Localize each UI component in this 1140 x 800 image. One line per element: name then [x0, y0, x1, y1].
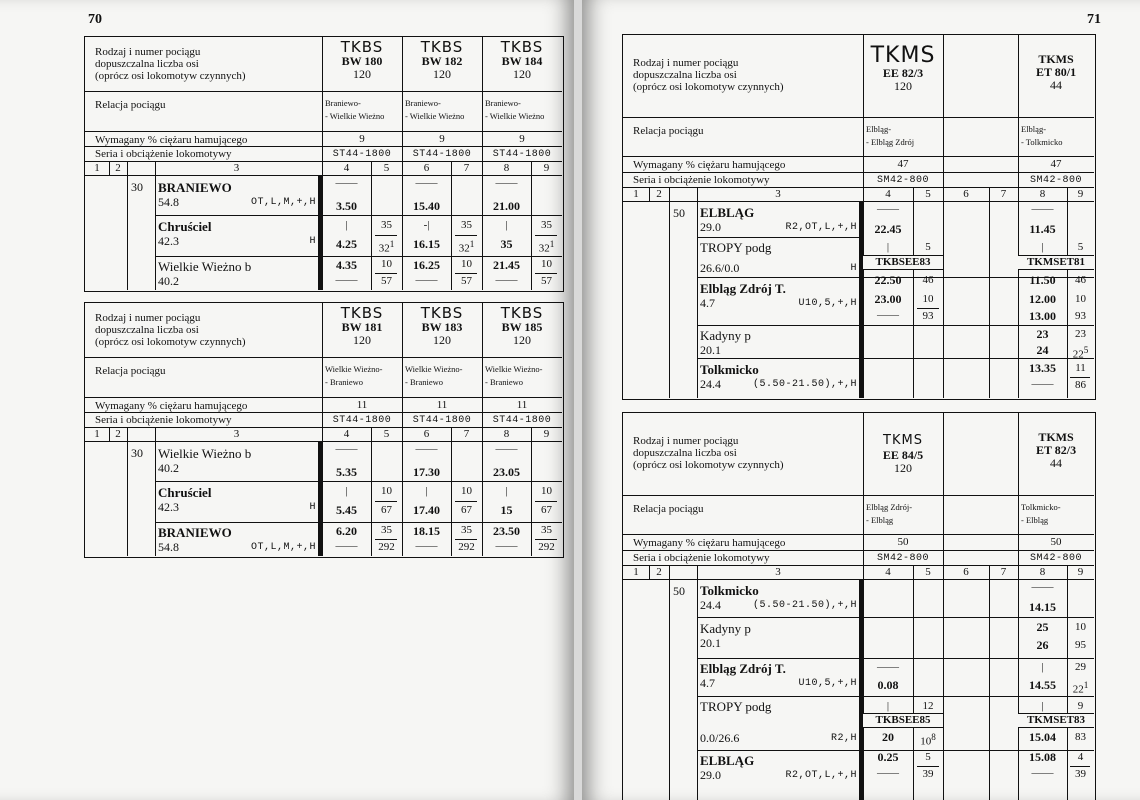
arrival-time: 21.45: [493, 258, 520, 272]
run-time: 10: [461, 258, 472, 270]
arrival-time: 15.04: [1029, 730, 1056, 744]
route-label: Relacja pociągu: [95, 365, 166, 377]
col-number: 3: [233, 162, 240, 174]
loco-value: ST44-1800: [332, 415, 392, 426]
dash: ——: [877, 767, 899, 779]
dash: ——: [877, 309, 899, 321]
train-route: Wielkie Wieżno- - Braniewo: [405, 364, 463, 387]
train-type-label: Rodzaj i numer pociągu dopuszczalna liczba osi (oprócz osi lokomotyw czynnych): [633, 435, 784, 471]
arrival-time: 5.45: [336, 503, 357, 517]
station: BRANIEWO 54.8 OT,L,M,+,H: [158, 180, 316, 209]
route-label: Relacja pociągu: [633, 503, 704, 515]
dash: ——: [335, 177, 358, 189]
col-number: 3: [233, 428, 240, 440]
brake-value: 11: [516, 399, 528, 411]
col-number: 1: [94, 428, 100, 440]
col-number: 7: [463, 428, 470, 440]
col-number: 2: [115, 428, 121, 440]
col-number: 2: [115, 162, 121, 174]
run-time: 35: [541, 219, 552, 231]
run-time: 83: [1075, 731, 1086, 743]
loco-value: ST44-1800: [492, 149, 552, 160]
dash: ——: [415, 443, 438, 455]
brake-value: 50: [897, 536, 909, 548]
run-time: 35: [461, 524, 472, 536]
train-header: TKMS EE 84/5 120: [882, 433, 924, 475]
run-time: 292: [538, 541, 555, 553]
loco-value: ST44-1800: [492, 415, 552, 426]
dash: ——: [335, 274, 358, 286]
arrival-time: 4.25: [336, 237, 357, 251]
run-time: 57: [541, 275, 552, 287]
train-route: Braniewo- - Wielkie Wieżno: [485, 98, 545, 121]
run-time: 29: [1075, 661, 1086, 673]
dash: ——: [1031, 581, 1054, 593]
arrival-time: 12.00: [1029, 292, 1056, 306]
run-time: $22^5$: [1072, 345, 1089, 361]
pass-marker: -|: [423, 219, 430, 231]
station: ELBLĄG 29.0 R2,OT,L,+,H: [700, 205, 857, 234]
run-time: 292: [458, 541, 475, 553]
col-number: 6: [963, 566, 969, 578]
col-number: 5: [925, 566, 931, 578]
col-number: 1: [633, 566, 639, 578]
run-time: 35: [381, 219, 392, 231]
line-number: 30: [131, 180, 143, 194]
train-header: TKMS ET 82/3 44: [1035, 430, 1077, 470]
station: Wielkie Wieżno b 40.2: [158, 259, 252, 288]
brake-value: 47: [897, 158, 909, 170]
col-number: 8: [503, 162, 510, 174]
arrival-time: 14.55: [1029, 678, 1056, 692]
run-time: 10: [1075, 621, 1086, 633]
right-page: [582, 0, 1140, 800]
loco-value: SM42-800: [876, 175, 929, 186]
loco-value: ST44-1800: [332, 149, 392, 160]
train-route: Braniewo- - Wielkie Wieżno: [325, 98, 385, 121]
col-number: 5: [383, 162, 390, 174]
run-time: 39: [1075, 768, 1086, 780]
timetable-braniewo-wielkie-wiezno: [84, 36, 564, 292]
connection-label: TKMSET83: [1018, 713, 1094, 728]
col-number: 8: [1039, 566, 1046, 578]
run-time: 10: [541, 258, 552, 270]
train-header: TKMS EE 82/3 120: [870, 43, 936, 93]
route-label: Relacja pociągu: [95, 99, 166, 111]
station: TROPY podg: [700, 240, 772, 255]
run-time: 23: [1075, 328, 1086, 340]
arrival-time: 35: [500, 237, 513, 251]
departure-time: 21.00: [493, 199, 520, 213]
pass-marker: |: [886, 700, 890, 712]
run-time: $32^1$: [458, 239, 475, 255]
dash: ——: [415, 540, 438, 552]
run-time: $32^1$: [538, 239, 555, 255]
run-time: 10: [381, 258, 392, 270]
run-time: 5: [925, 751, 931, 763]
run-time: 10: [541, 485, 552, 497]
col-number: 9: [543, 428, 550, 440]
train-route: Wielkie Wieżno- - Braniewo: [325, 364, 383, 387]
arrival-time: 20: [882, 730, 894, 744]
train-header: TKMS ET 80/1 44: [1035, 52, 1077, 92]
run-time: 46: [1075, 274, 1086, 286]
arrival-time: 23.00: [874, 292, 902, 306]
connection-label: TKBSEE85: [863, 713, 943, 728]
dash: ——: [415, 274, 438, 286]
loco-label: Seria i obciążenie lokomotywy: [633, 552, 770, 564]
run-time: 292: [378, 541, 395, 553]
col-number: 9: [1077, 188, 1084, 200]
loco-value: SM42-800: [876, 553, 929, 564]
departure-time: 11.45: [1029, 222, 1056, 236]
connection-label: TKBSEE83: [863, 255, 943, 270]
departure-time: 0.08: [877, 678, 899, 692]
run-time: 39: [922, 768, 934, 780]
arrival-time: 23: [1036, 327, 1049, 341]
page-number: 70: [88, 12, 102, 27]
pass-marker: |: [1041, 661, 1044, 673]
station: Wielkie Wieżno b 40.2: [158, 446, 252, 475]
station: Tolkmicko 24.4 (5.50-21.50),+,H: [700, 583, 857, 612]
brake-label: Wymagany % ciężaru hamującego: [633, 159, 786, 171]
dash: ——: [495, 443, 518, 455]
run-time: 10: [922, 293, 934, 305]
brake-label: Wymagany % ciężaru hamującego: [95, 134, 248, 146]
brake-label: Wymagany % ciężaru hamującego: [633, 537, 786, 549]
col-number: 6: [423, 162, 430, 174]
brake-value: 47: [1050, 158, 1062, 170]
arrival-time: 16.15: [413, 237, 440, 251]
loco-label: Seria i obciążenie lokomotywy: [95, 414, 232, 426]
station: BRANIEWO 54.8 OT,L,M,+,H: [158, 525, 316, 554]
departure-time: 13.00: [1029, 309, 1056, 323]
train-header: TKBS BW 183 120: [420, 304, 464, 347]
departure-time: 5.35: [336, 465, 357, 479]
train-type-label: Rodzaj i numer pociągu dopuszczalna liczba osi (oprócz osi lokomotyw czynnych): [633, 57, 784, 93]
page-number: 71: [1087, 12, 1101, 27]
pass-marker: |: [505, 219, 508, 231]
departure-time: 24: [1036, 343, 1049, 357]
arrival-time: 11.50: [1029, 273, 1056, 287]
arrival-time: 15: [500, 503, 513, 517]
col-number: 1: [94, 162, 100, 174]
station-km: 26.6/0.0 H: [700, 261, 857, 275]
col-number: 6: [423, 428, 430, 440]
dash: ——: [877, 661, 899, 673]
brake-label: Wymagany % ciężaru hamującego: [95, 400, 248, 412]
arrival-time: 15.08: [1029, 750, 1056, 764]
brake-value: 9: [519, 133, 525, 145]
run-time: 12: [922, 700, 934, 712]
brake-value: 9: [439, 133, 445, 145]
arrival-time: 25: [1036, 620, 1049, 634]
run-time: 57: [381, 275, 392, 287]
run-time: $10^8$: [920, 732, 936, 748]
station: Tolkmicko 24.4 (5.50-21.50),+,H: [700, 362, 857, 391]
dash: ——: [495, 540, 518, 552]
train-route: Elbląg- - Tolkmicko: [1021, 124, 1063, 147]
col-number: 7: [1000, 566, 1007, 578]
train-header: TKBS BW 182 120: [420, 38, 464, 81]
train-route: Wielkie Wieżno- - Braniewo: [485, 364, 543, 387]
station: Elbląg Zdrój T. 4.7 U10,5,+,H: [700, 661, 857, 690]
col-number: 9: [543, 162, 550, 174]
line-number: 50: [673, 584, 685, 598]
departure-time: 3.50: [336, 199, 357, 213]
arrival-time: 23.50: [493, 524, 520, 538]
departure-time: 26: [1036, 638, 1049, 652]
run-time: $32^1$: [378, 239, 395, 255]
run-time: 95: [1075, 639, 1086, 651]
run-time: 10: [381, 485, 392, 497]
station-km: 0.0/26.6 R2,H: [700, 731, 857, 745]
col-number: 6: [963, 188, 969, 200]
brake-value: 11: [436, 399, 448, 411]
col-number: 4: [885, 566, 891, 578]
train-type-label: Rodzaj i numer pociągu dopuszczalna liczba osi (oprócz osi lokomotyw czynnych): [95, 312, 246, 348]
pass-marker: |: [886, 241, 890, 253]
train-header: TKBS BW 180 120: [340, 38, 384, 81]
run-time: 67: [461, 504, 472, 516]
run-time: 10: [1075, 293, 1086, 305]
pass-marker: |: [1041, 700, 1044, 712]
station: Elbląg Zdrój T. 4.7 U10,5,+,H: [700, 281, 857, 310]
dash: ——: [877, 203, 899, 215]
run-time: 11: [1075, 362, 1086, 374]
station: Chruściel 42.3 H: [158, 485, 316, 514]
train-type-label: Rodzaj i numer pociągu dopuszczalna liczba osi (oprócz osi lokomotyw czynnych): [95, 46, 246, 82]
arrival-time: 17.40: [413, 503, 440, 517]
arrival-time: 6.20: [336, 524, 357, 538]
col-number: 1: [633, 188, 639, 200]
departure-time: 14.15: [1029, 600, 1056, 614]
brake-value: 11: [356, 399, 368, 411]
pass-marker: |: [1041, 241, 1044, 253]
run-time: $22^1$: [1072, 680, 1089, 696]
col-number: 7: [463, 162, 470, 174]
col-number: 2: [656, 188, 662, 200]
dash: ——: [1031, 378, 1054, 390]
pass-marker: |: [425, 485, 428, 497]
run-time: 4: [1077, 751, 1084, 763]
train-route: Elbląg Zdrój- - Elbląg: [866, 502, 913, 525]
dash: ——: [335, 540, 358, 552]
station: Kadyny p 20.1: [700, 328, 751, 357]
brake-value: 50: [1050, 536, 1062, 548]
loco-label: Seria i obciążenie lokomotywy: [95, 148, 232, 160]
train-route: Tolkmicko- - Elbląg: [1021, 502, 1061, 525]
departure-time: 15.40: [413, 199, 440, 213]
station: Kadyny p 20.1: [700, 621, 751, 650]
dash: ——: [495, 177, 518, 189]
arrival-time: 18.15: [413, 524, 440, 538]
dash: ——: [495, 274, 518, 286]
col-number: 2: [656, 566, 662, 578]
run-time: 93: [922, 310, 934, 322]
departure-time: 23.05: [493, 465, 520, 479]
arrival-time: 16.25: [413, 258, 440, 272]
run-time: 35: [381, 524, 392, 536]
run-time: 67: [541, 504, 552, 516]
loco-value: ST44-1800: [412, 415, 472, 426]
timetable-wielkie-wiezno-braniewo: [84, 302, 564, 558]
col-number: 5: [383, 428, 390, 440]
pass-marker: |: [345, 485, 348, 497]
route-label: Relacja pociągu: [633, 125, 704, 137]
departure-time: 22.45: [874, 222, 902, 236]
timetable-tolkmicko-elblag: [622, 412, 1096, 800]
col-number: 3: [775, 566, 781, 578]
train-route: Elbląg- - Elbląg Zdrój: [866, 124, 915, 147]
arrival-time: 4.35: [336, 258, 357, 272]
pass-marker: |: [345, 219, 348, 231]
loco-value: SM42-800: [1029, 553, 1082, 564]
run-time: 35: [541, 524, 552, 536]
loco-value: SM42-800: [1029, 175, 1082, 186]
connection-label: TKMSET81: [1018, 255, 1094, 270]
train-header: TKBS BW 185 120: [500, 304, 544, 347]
dash: ——: [1031, 767, 1054, 779]
brake-value: 9: [359, 133, 365, 145]
line-number: 50: [673, 206, 685, 220]
departure-time: 17.30: [413, 465, 440, 479]
run-time: 5: [1077, 241, 1084, 253]
run-time: 57: [461, 275, 472, 287]
run-time: 5: [925, 241, 931, 253]
run-time: 67: [381, 504, 392, 516]
train-header: TKBS BW 184 120: [500, 38, 544, 81]
col-number: 9: [1077, 566, 1084, 578]
run-time: 46: [922, 274, 934, 286]
station: ELBLĄG 29.0 R2,OT,L,+,H: [700, 753, 857, 782]
loco-value: ST44-1800: [412, 149, 472, 160]
dash: ——: [1031, 203, 1054, 215]
timetable-elblag-tolkmicko: [622, 34, 1096, 400]
loco-label: Seria i obciążenie lokomotywy: [633, 174, 770, 186]
train-header: TKBS BW 181 120: [340, 304, 384, 347]
col-number: 7: [1000, 188, 1007, 200]
run-time: 10: [461, 485, 472, 497]
arrival-time: 22.50: [874, 273, 902, 287]
col-number: 5: [925, 188, 931, 200]
col-number: 4: [885, 188, 891, 200]
col-number: 8: [503, 428, 510, 440]
col-number: 4: [343, 428, 350, 440]
dash: ——: [335, 443, 358, 455]
arrival-time: 0.25: [877, 750, 899, 764]
run-time: 86: [1075, 379, 1086, 391]
run-time: 93: [1075, 310, 1086, 322]
line-number: 30: [131, 446, 143, 460]
col-number: 3: [775, 188, 781, 200]
run-time: 35: [461, 219, 472, 231]
train-route: Braniewo- - Wielkie Wieżno: [405, 98, 465, 121]
dash: ——: [415, 177, 438, 189]
run-time: 9: [1077, 700, 1084, 712]
pass-marker: |: [505, 485, 508, 497]
station: TROPY podg: [700, 699, 772, 714]
col-number: 4: [343, 162, 350, 174]
col-number: 8: [1039, 188, 1046, 200]
station: Chruściel 42.3 H: [158, 219, 316, 248]
arrival-time: 13.35: [1029, 361, 1056, 375]
